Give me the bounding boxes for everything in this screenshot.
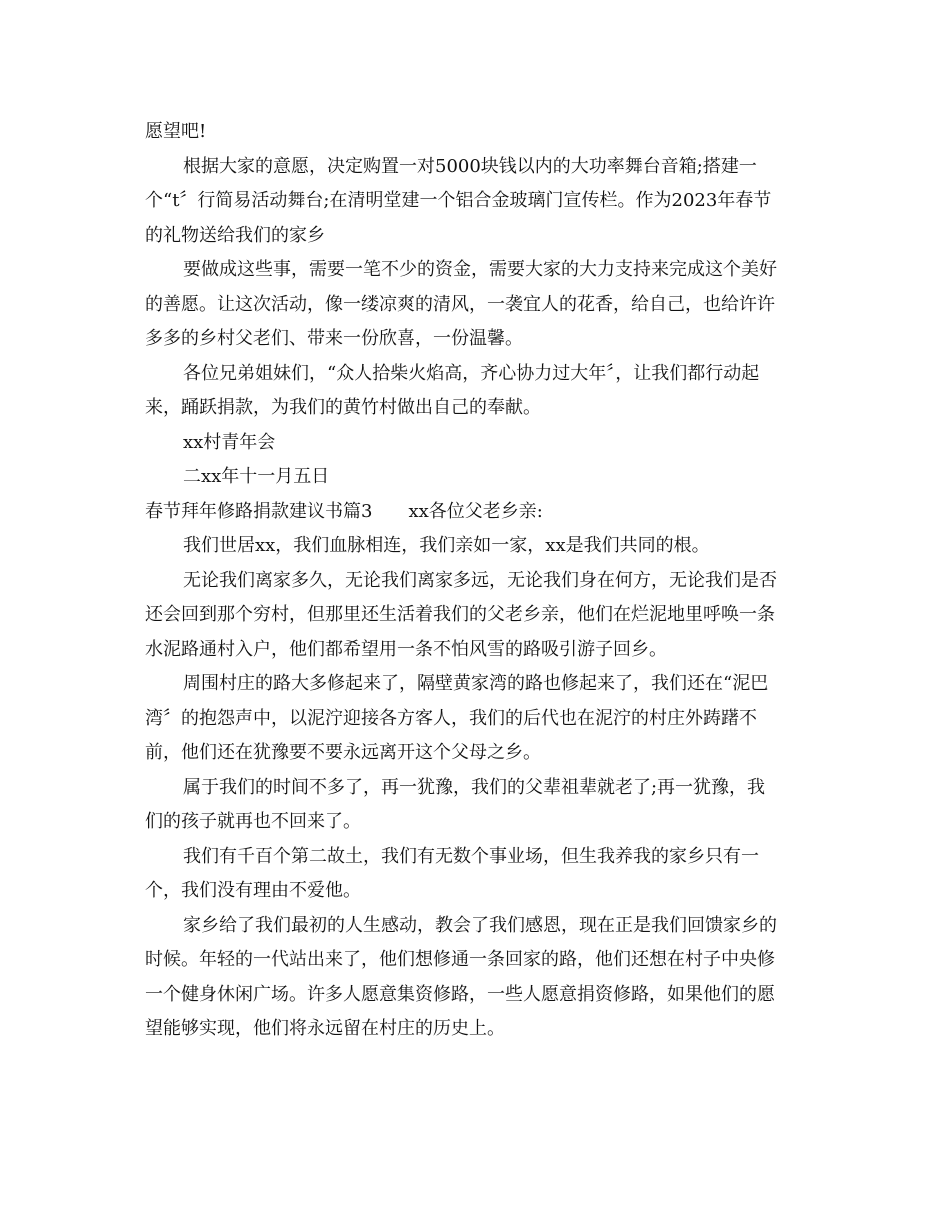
text-line: 时候。年轻的一代站出来了，他们想修通一条回家的路，他们还想在村子中央修 (145, 949, 775, 970)
text-line: 个，我们没有理由不爱他。 (145, 880, 361, 901)
text-line: 我们世居xx，我们血脉相连，我们亲如一家，xx是我们共同的根。 (183, 535, 710, 556)
text-line: 个“t〞行简易活动舞台;在清明堂建一个铝合金玻璃门宣传栏。作为2023年春节 (145, 190, 772, 211)
text-line: 无论我们离家多久，无论我们离家多远，无论我们身在何方，无论我们是否 (183, 569, 777, 591)
document-body (145, 115, 805, 1047)
text-line: 来，踊跃捐款，为我们的黄竹村做出自己的奉献。 (145, 397, 541, 418)
text-line: 多多的乡村父老们、带来一份欣喜，一份温馨。 (145, 328, 523, 349)
text-line: 的礼物送给我们的家乡 (145, 224, 325, 246)
text-line: 各位兄弟姐妹们，“众人拾柴火焰高，齐心协力过大年〞，让我们都行动起 (183, 362, 760, 384)
text-line: 根据大家的意愿，决定购置一对5000块钱以内的大功率舞台音箱;搭建一 (183, 155, 757, 177)
text-line: 前，他们还在犹豫要不要永远离开这个父母之乡。 (145, 742, 541, 763)
text-line: 要做成这些事，需要一笔不少的资金，需要大家的大力支持来完成这个美好 (183, 259, 777, 280)
text-line: 愿望吧! (145, 121, 207, 142)
text-line: 一个健身休闲广场。许多人愿意集资修路，一些人愿意捐资修路，如果他们的愿 (145, 983, 775, 1005)
text-line: 家乡给了我们最初的人生感动，教会了我们感恩，现在正是我们回馈家乡的 (183, 914, 777, 936)
text-line: 们的孩子就再也不回来了。 (145, 811, 361, 832)
text-line: 我们有千百个第二故土，我们有无数个事业场，但生我养我的家乡只有一 (183, 845, 759, 867)
text-line: xx村青年会 (183, 431, 276, 453)
text-line: 湾〞的抱怨声中，以泥泞迎接各方客人，我们的后代也在泥泞的村庄外踌躇不 (145, 707, 757, 729)
text-line: 二xx年十一月五日 (183, 466, 330, 487)
text-line: 周围村庄的路大多修起来了，隔壁黄家湾的路也修起来了，我们还在“泥巴 (183, 673, 769, 694)
text-line: 属于我们的时间不多了，再一犹豫，我们的父辈祖辈就老了;再一犹豫，我 (183, 776, 766, 798)
text-line: 的善愿。让这次活动，像一缕凉爽的清风，一袭宜人的花香，给自己，也给许许 (145, 293, 775, 315)
text-line: 春节拜年修路捐款建议书篇3 xx各位父老乡亲: (145, 500, 543, 522)
text-line: 水泥路通村入户，他们都希望用一条不怕风雪的路吸引游子回乡。 (145, 638, 667, 660)
text-line: 望能够实现，他们将永远留在村庄的历史上。 (145, 1018, 505, 1039)
text-line: 还会回到那个穷村，但那里还生活着我们的父老乡亲，他们在烂泥地里呼唤一条 (145, 604, 775, 625)
